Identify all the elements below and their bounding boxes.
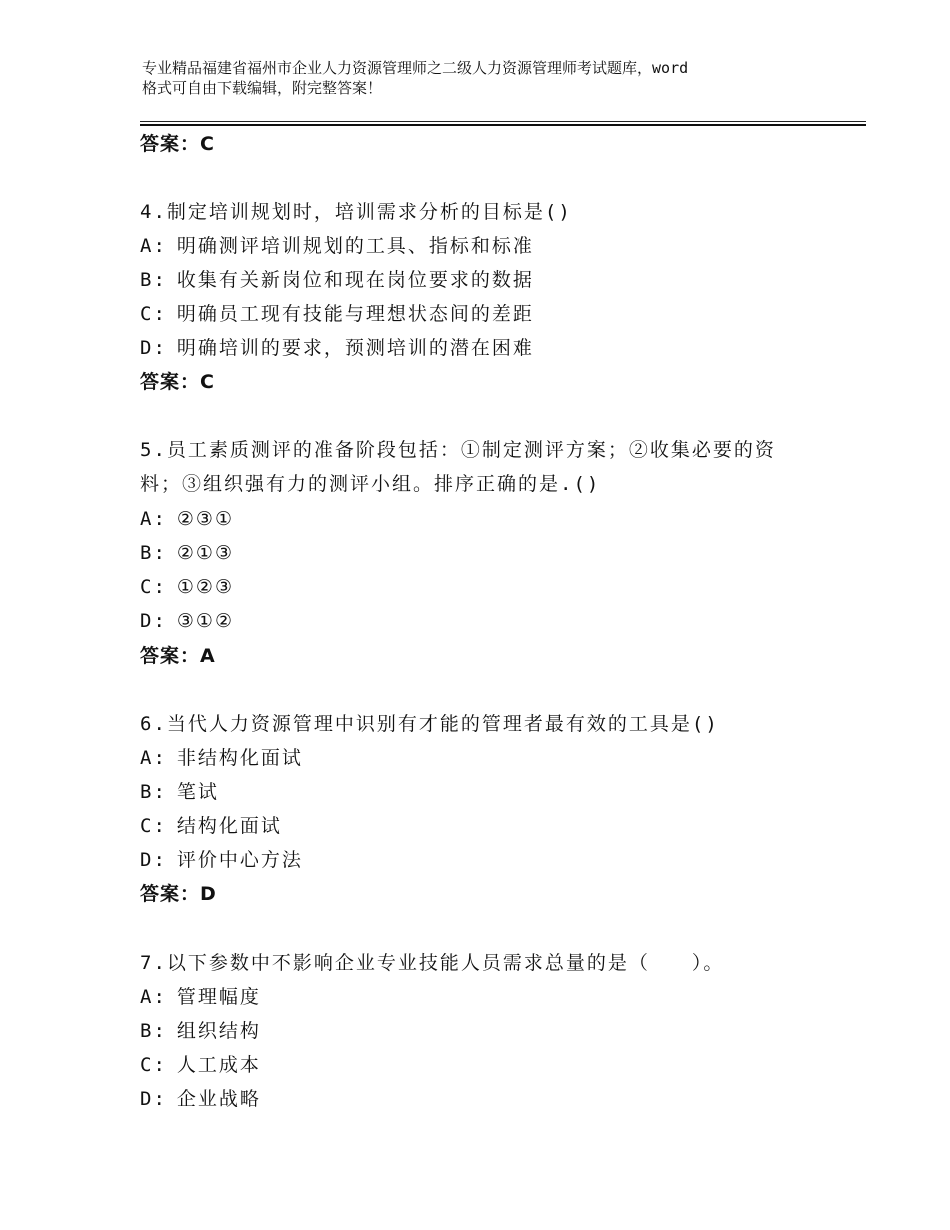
q6-stem: 6.当代人力资源管理中识别有才能的管理者最有效的工具是()	[140, 713, 719, 735]
header-line-2: 格式可自由下载编辑，附完整答案！	[142, 79, 383, 97]
option-label: D:	[140, 610, 167, 632]
q4-option-c	[140, 302, 534, 326]
q5-answer: 答案：A	[140, 645, 216, 667]
option-label: A:	[140, 235, 167, 257]
q7-option-d	[140, 1087, 261, 1111]
option-label: B:	[140, 1020, 167, 1042]
q6-answer: 答案：D	[140, 883, 217, 905]
option-text: 人工成本	[176, 1054, 261, 1076]
q4-stem: 4.制定培训规划时，培训需求分析的目标是()	[140, 201, 572, 223]
option-text: 明确测评培训规划的工具、指标和标准	[176, 235, 534, 257]
option-label: A:	[140, 747, 167, 769]
option-text: 组织结构	[176, 1020, 261, 1042]
q7-option-b	[140, 1019, 261, 1043]
option-label: D:	[140, 1088, 167, 1110]
option-label: A:	[140, 986, 167, 1008]
option-label: B:	[140, 269, 167, 291]
option-text: 评价中心方法	[176, 849, 303, 871]
q6-option-b	[140, 780, 219, 804]
option-label: C:	[140, 303, 167, 325]
option-label: B:	[140, 542, 167, 564]
document-header	[142, 58, 832, 98]
option-label: D:	[140, 849, 167, 871]
option-label: C:	[140, 576, 167, 598]
option-text: ②①③	[176, 542, 234, 564]
q5-option-c	[140, 575, 234, 599]
option-label: D:	[140, 337, 167, 359]
option-text: 管理幅度	[176, 986, 261, 1008]
q5-option-b	[140, 541, 234, 565]
q5-option-d	[140, 609, 234, 633]
option-text: 明确员工现有技能与理想状态间的差距	[176, 303, 534, 325]
q6-option-d	[140, 848, 303, 872]
q4-answer: 答案：C	[140, 371, 215, 393]
option-text: ③①②	[176, 610, 234, 632]
option-text: 结构化面试	[176, 815, 282, 837]
q7-option-a	[140, 985, 261, 1009]
option-text: 笔试	[176, 781, 219, 803]
option-text: ②③①	[176, 508, 234, 530]
q5-stem-line-2: 料；③组织强有力的测评小组。排序正确的是.()	[140, 473, 601, 495]
q6-option-c	[140, 814, 282, 838]
option-text: 非结构化面试	[176, 747, 303, 769]
q4-option-b	[140, 268, 534, 292]
q4-option-a	[140, 234, 534, 258]
q7-stem: 7.以下参数中不影响企业专业技能人员需求总量的是（ ）。	[140, 952, 725, 974]
option-text: 企业战略	[176, 1088, 261, 1110]
option-text: 收集有关新岗位和现在岗位要求的数据	[176, 269, 534, 291]
q7-option-c	[140, 1053, 261, 1077]
option-text: 明确培训的要求，预测培训的潜在困难	[176, 337, 534, 359]
option-label: B:	[140, 781, 167, 803]
header-line-1: 专业精品福建省福州市企业人力资源管理师之二级人力资源管理师考试题库，word	[142, 59, 689, 77]
option-text: ①②③	[176, 576, 234, 598]
q4-option-d	[140, 336, 534, 360]
q6-option-a	[140, 746, 303, 770]
option-label: C:	[140, 815, 167, 837]
header-divider-thick	[140, 124, 866, 126]
option-label: C:	[140, 1054, 167, 1076]
header-divider-thin	[140, 121, 866, 122]
option-label: A:	[140, 508, 167, 530]
q5-stem-line-1: 5.员工素质测评的准备阶段包括：①制定测评方案；②收集必要的资	[140, 439, 776, 461]
q5-option-a	[140, 507, 234, 531]
answer-previous: 答案：C	[140, 133, 215, 155]
